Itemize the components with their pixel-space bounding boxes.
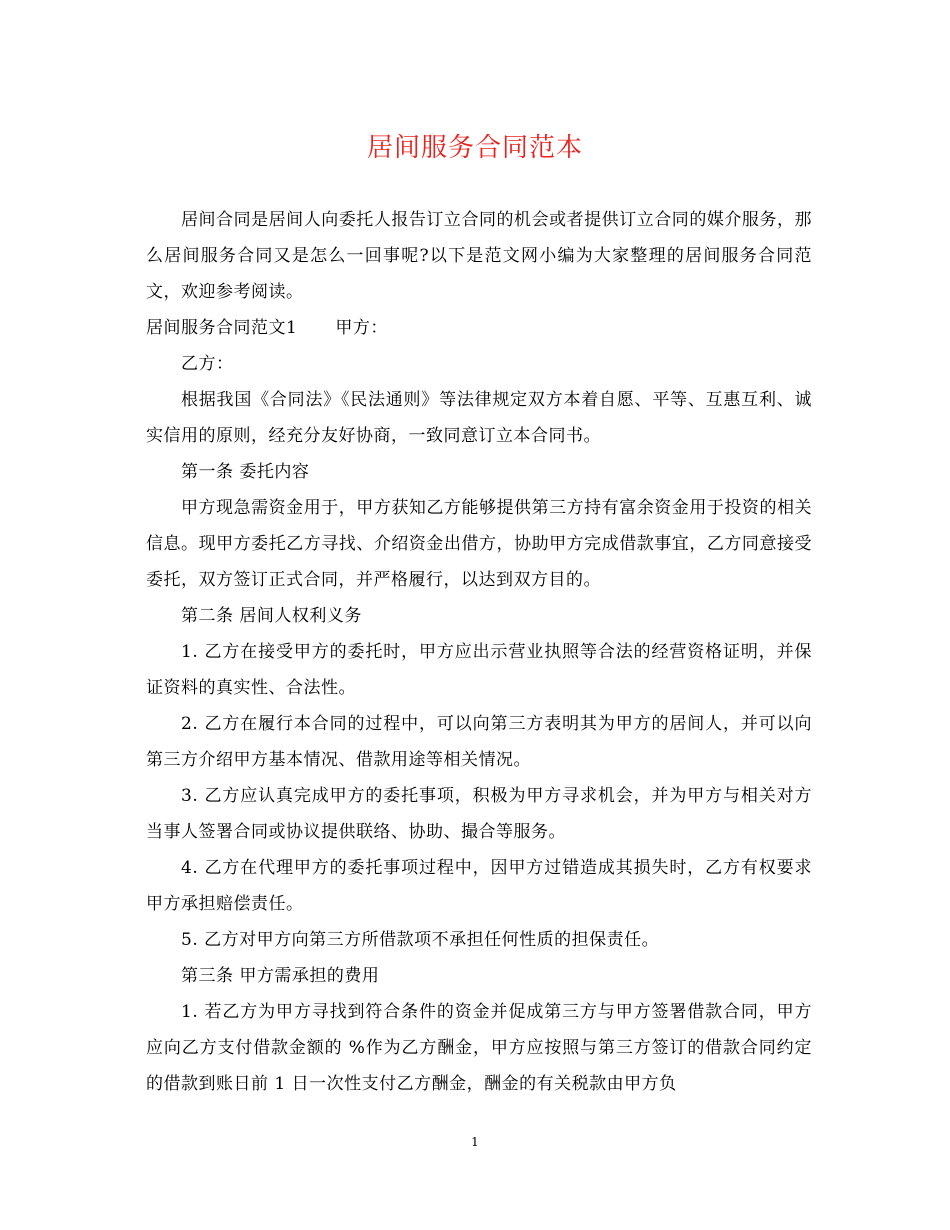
article-2-clause-1: 1. 乙方在接受甲方的委托时，甲方应出示营业执照等合法的经营资格证明，并保证资料的真实性、合法性。 [146,642,812,698]
article-2-heading: 第二条 居间人权利义务 [181,606,362,626]
article-2-clause-3: 3. 乙方应认真完成甲方的委托事项，积极为甲方寻求机会，并为甲方与相关对方当事人签署合同或协议提供联络、协助、撮合等服务。 [146,786,812,842]
preamble-paragraph: 根据我国《合同法》《民法通则》等法律规定双方本着自愿、平等、互惠互利、诚实信用的原则，经充分友好协商，一致同意订立本合同书。 [146,390,812,446]
article-3-heading: 第三条 甲方需承担的费用 [181,966,380,986]
article-1-heading: 第一条 委托内容 [181,462,310,482]
party-a-label: 甲方： [335,318,388,338]
intro-paragraph: 居间合同是居间人向委托人报告订立合同的机会或者提供订立合同的媒介服务，那么居间服务合同又是怎么一回事呢?以下是范文网小编为大家整理的居间服务合同范文，欢迎参考阅读。 [146,210,812,302]
party-b-label: 乙方： [181,354,234,374]
sample-heading: 居间服务合同范文1 [146,318,298,338]
article-2-clause-4: 4. 乙方在代理甲方的委托事项过程中，因甲方过错造成其损失时，乙方有权要求甲方承担赔偿责任。 [146,858,812,914]
document-title: 居间服务合同范本 [366,133,583,163]
article-2-clause-5: 5. 乙方对甲方向第三方所借款项不承担任何性质的担保责任。 [181,930,660,950]
article-2-clause-2: 2. 乙方在履行本合同的过程中，可以向第三方表明其为甲方的居间人，并可以向第三方介绍甲方基本情况、借款用途等相关情况。 [146,714,812,770]
page-number: 1 [471,1135,479,1149]
document-body [146,202,812,1102]
sample-heading-line [146,310,812,346]
article-3-clause-1: 1. 若乙方为甲方寻找到符合条件的资金并促成第三方与甲方签署借款合同，甲方应向乙方支付借款金额的 %作为乙方酬金，甲方应按照与第三方签订的借款合同约定的借款到账日前 1 日一次性支付乙方酬金，酬金的有关税款由甲方负 [146,1002,812,1094]
article-1-paragraph: 甲方现急需资金用于，甲方获知乙方能够提供第三方持有富余资金用于投资的相关信息。现甲方委托乙方寻找、介绍资金出借方，协助甲方完成借款事宜，乙方同意接受委托，双方签订正式合同，并严格履行，以达到双方目的。 [146,498,812,590]
